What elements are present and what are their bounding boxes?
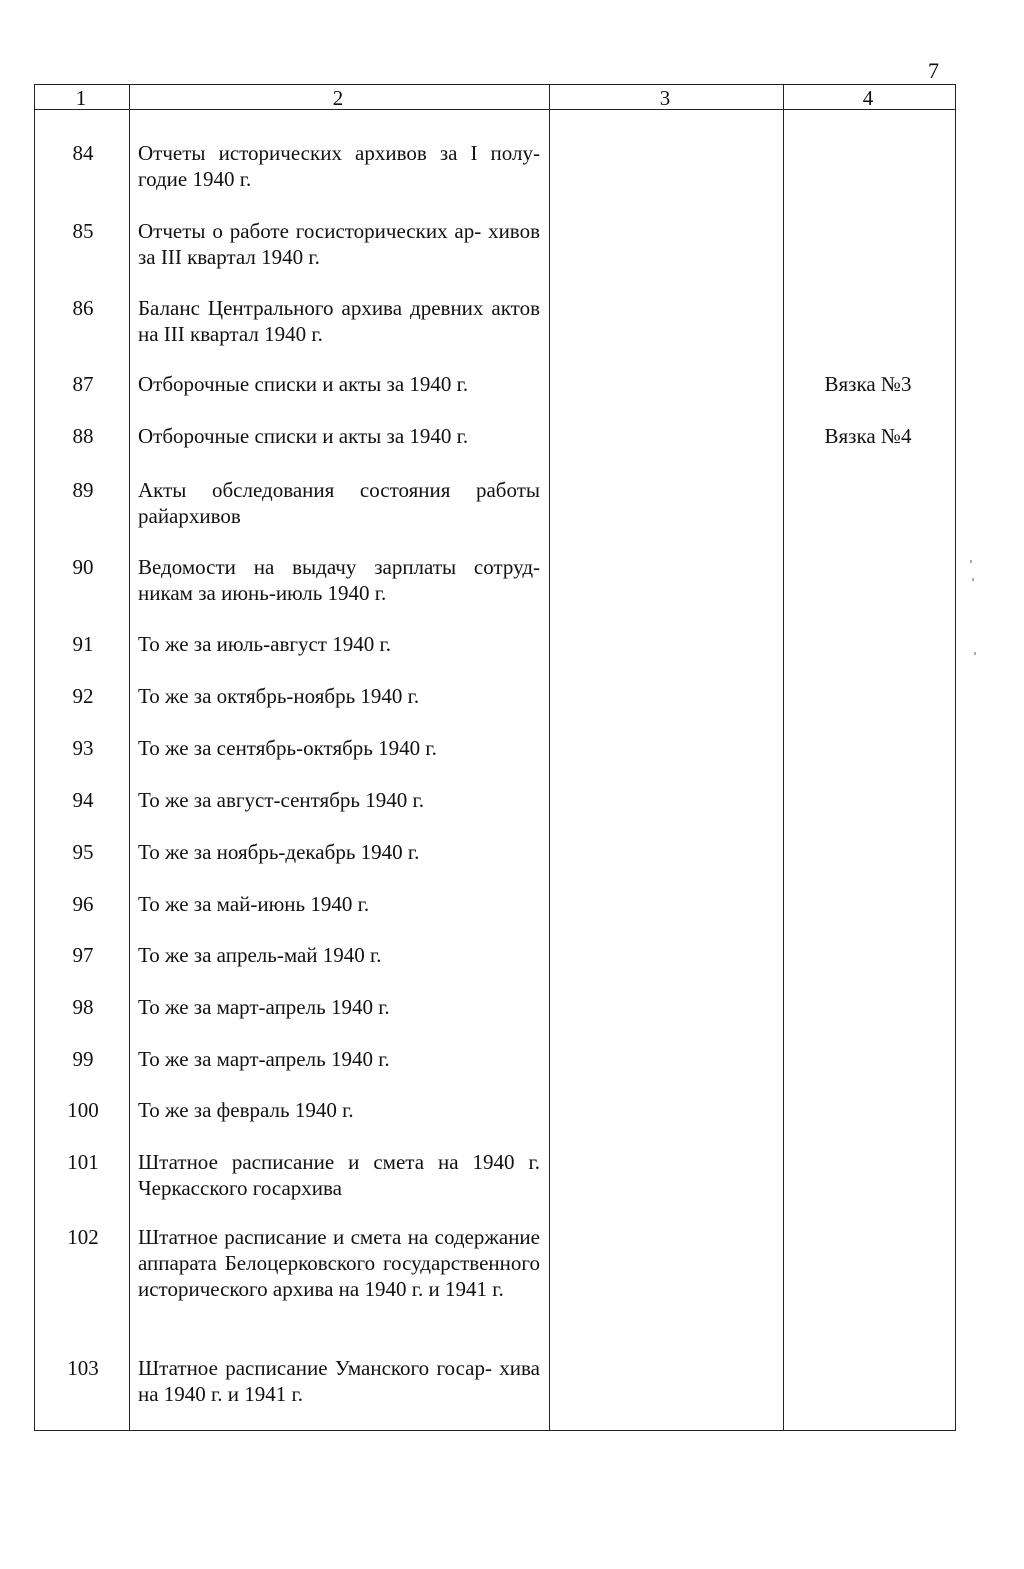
- column-divider-3: [783, 85, 784, 1430]
- row-number: 85: [72, 219, 94, 243]
- row-number: 97: [72, 943, 94, 967]
- header-col-2: 2: [332, 86, 344, 110]
- row-number: 86: [72, 296, 94, 320]
- row-description: Баланс Центрального архива древних актов на III квартал 1940 г.: [138, 296, 540, 346]
- scan-speck: [972, 578, 974, 581]
- header-col-4: 4: [862, 86, 874, 110]
- row-number: 99: [72, 1047, 94, 1071]
- row-description: То же за февраль 1940 г.: [138, 1098, 354, 1122]
- row-description: Отчеты исторических архивов за I полу- годие 1940 г.: [138, 141, 540, 191]
- row-description: Штатное расписание и смета на 1940 г. Черкасского госархива: [138, 1150, 540, 1200]
- scan-speck: [970, 560, 972, 563]
- row-description: То же за июль-август 1940 г.: [138, 632, 391, 656]
- row-description: Ведомости на выдачу зарплаты сотруд- никам за июнь-июль 1940 г.: [138, 555, 540, 605]
- row-number: 94: [72, 788, 94, 812]
- row-number: 98: [72, 995, 94, 1019]
- row-note: Вязка №4: [824, 424, 912, 448]
- row-description: Штатное расписание Уманского госар- хива на 1940 г. и 1941 г.: [138, 1356, 540, 1406]
- row-description: Штатное расписание и смета на содержание аппарата Белоцерковского государственного исторического архива на 1940 г. и 1941 г.: [138, 1225, 540, 1301]
- header-col-1: 1: [75, 86, 87, 110]
- header-col-3: 3: [659, 86, 671, 110]
- row-description: То же за октябрь-ноябрь 1940 г.: [138, 684, 420, 708]
- row-number: 96: [72, 892, 94, 916]
- row-number: 91: [72, 632, 94, 656]
- row-number: 102: [67, 1225, 99, 1249]
- page-number: 7: [928, 58, 939, 83]
- row-description: То же за август-сентябрь 1940 г.: [138, 788, 424, 812]
- row-description: То же за сентябрь-октябрь 1940 г.: [138, 736, 437, 760]
- row-description: Отчеты о работе госисторических ар- хивов за III квартал 1940 г.: [138, 219, 540, 269]
- row-note: Вязка №3: [824, 372, 912, 396]
- row-number: 93: [72, 736, 94, 760]
- row-number: 89: [72, 478, 94, 502]
- row-description: Отборочные списки и акты за 1940 г.: [138, 424, 469, 448]
- row-description: То же за апрель-май 1940 г.: [138, 943, 382, 967]
- row-description: То же за март-апрель 1940 г.: [138, 1047, 390, 1071]
- row-description: Отборочные списки и акты за 1940 г.: [138, 372, 469, 396]
- row-number: 88: [72, 424, 94, 448]
- row-description: То же за май-июнь 1940 г.: [138, 892, 370, 916]
- scan-speck: [974, 652, 976, 655]
- row-description: Акты обследования состояния работы райархивов: [138, 478, 540, 528]
- row-number: 90: [72, 555, 94, 579]
- row-description: То же за ноябрь-декабрь 1940 г.: [138, 840, 420, 864]
- row-description: То же за март-апрель 1940 г.: [138, 995, 390, 1019]
- row-number: 84: [72, 141, 94, 165]
- row-number: 101: [67, 1150, 99, 1174]
- row-number: 87: [72, 372, 94, 396]
- column-divider-2: [549, 85, 550, 1430]
- row-number: 92: [72, 684, 94, 708]
- row-number: 100: [67, 1098, 99, 1122]
- row-number: 103: [67, 1356, 99, 1380]
- row-number: 95: [72, 840, 94, 864]
